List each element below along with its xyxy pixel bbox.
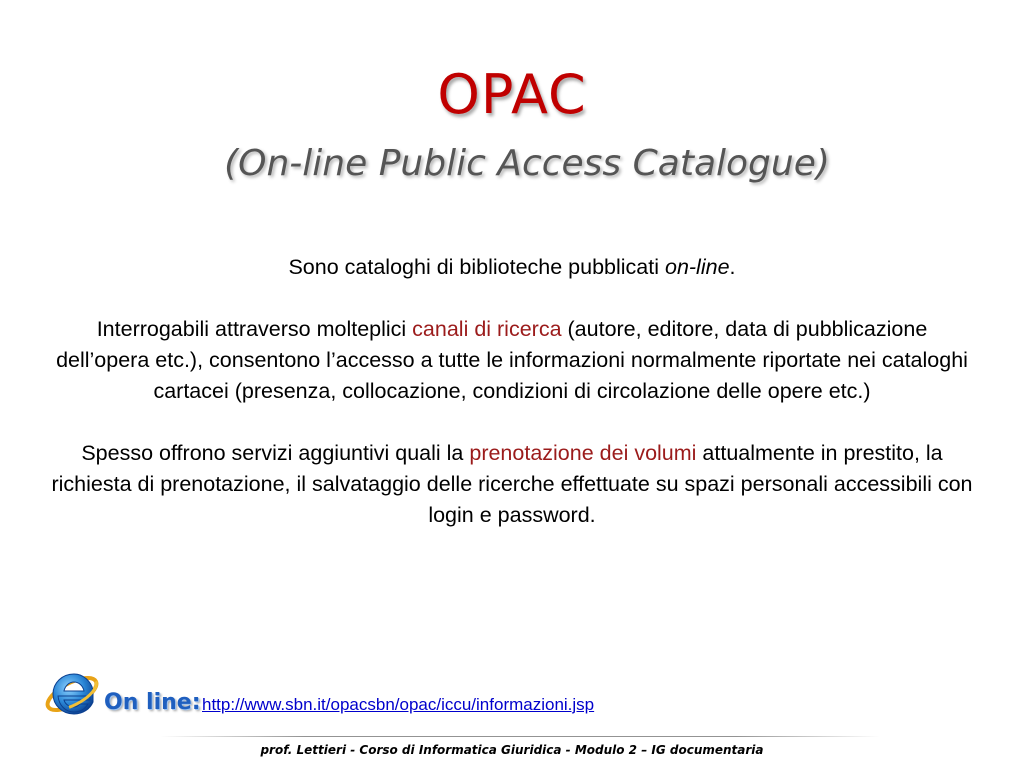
footer-credit: prof. Lettieri - Corso di Informatica Giuridica - Modulo 2 – IG documentaria xyxy=(260,743,764,757)
highlight-search-channels: canali di ricerca xyxy=(412,317,562,341)
sbn-opac-link[interactable]: http://www.sbn.it/opacsbn/opac/iccu/informazioni.jsp xyxy=(202,695,595,714)
internet-explorer-icon xyxy=(44,664,100,722)
paragraph-text: Spesso offrono servizi aggiuntivi quali la xyxy=(81,441,470,465)
slide-subtitle: (On-line Public Access Catalogue) xyxy=(224,143,830,184)
footer-divider xyxy=(160,736,880,737)
paragraph-text: attualmente in prestito, la richiesta di prenotazione, il salvataggio delle ricerche effettuate su spazi personali accessibili con login e password. xyxy=(51,441,973,527)
paragraph-text: Interrogabili attraverso molteplici xyxy=(96,317,413,341)
slide-title: OPAC xyxy=(437,63,587,126)
paragraph-search-channels xyxy=(50,314,974,407)
online-label: On line: xyxy=(104,690,201,715)
online-reference xyxy=(44,664,684,724)
paragraph-text: . xyxy=(729,255,736,279)
slide-body xyxy=(50,252,974,531)
paragraph-additional-services xyxy=(50,438,974,531)
paragraph-text: Sono cataloghi di biblioteche pubblicati xyxy=(288,255,665,279)
emphasis-online: on-line xyxy=(664,255,730,279)
paragraph-text: (autore, editore, data di pubblicazione dell’opera etc.), consentono l’accesso a tutte le informazioni normalmente riportate nei cataloghi cartacei (presenza, collocazione, condizioni di circolazione delle opere etc.) xyxy=(56,317,968,403)
paragraph-definition xyxy=(50,252,974,283)
highlight-reservation: prenotazione dei volumi xyxy=(469,441,697,465)
